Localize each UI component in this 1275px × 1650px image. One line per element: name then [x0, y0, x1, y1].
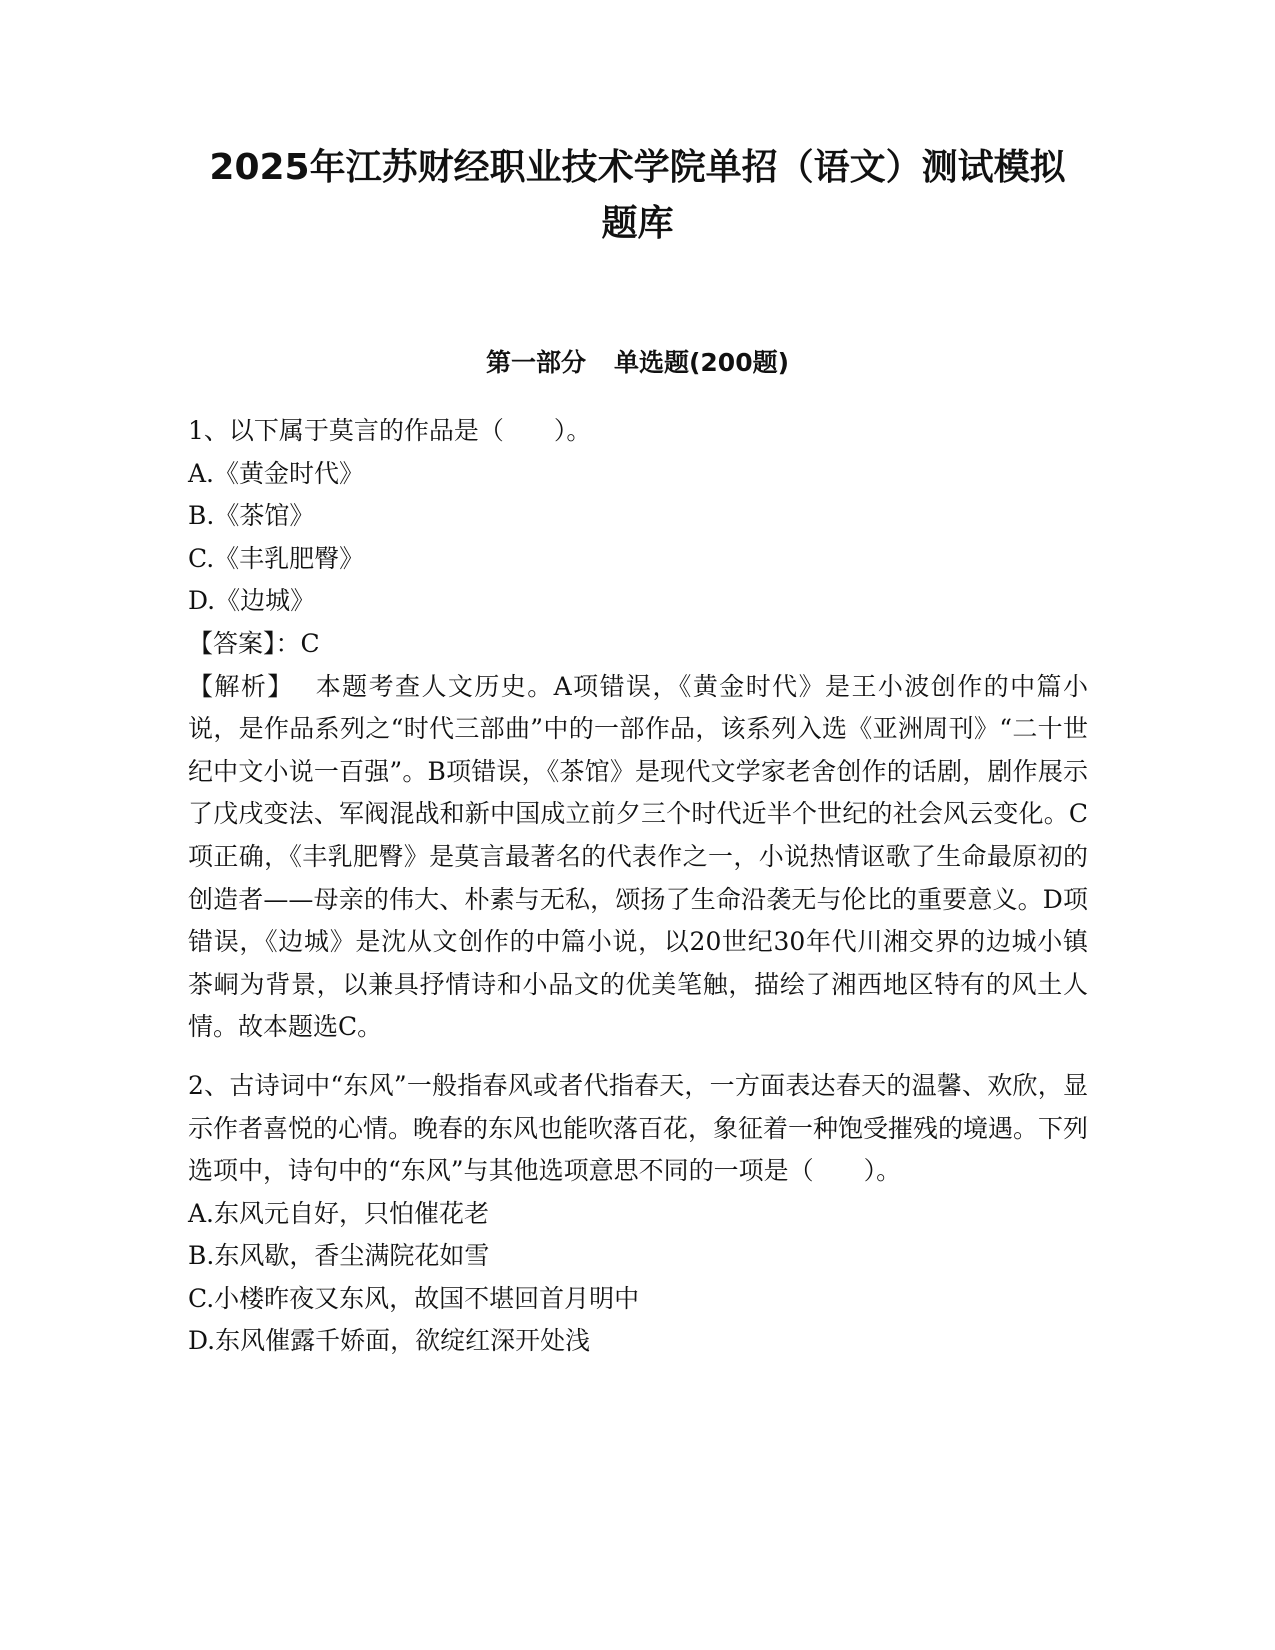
question-2	[188, 1065, 1088, 1363]
section-name: 单选题(200题)	[613, 348, 790, 377]
document-title	[160, 140, 1115, 252]
option-d: D.东风催露千娇面，欲绽红深开处浅	[188, 1326, 591, 1356]
option-a: A.东风元自好，只怕催花老	[188, 1198, 490, 1228]
option-d: D.《边城》	[188, 586, 316, 616]
option-b: B.《茶馆》	[188, 501, 315, 531]
answer: 【答案】：C	[188, 628, 320, 658]
option-c: C.小楼昨夜又东风，故国不堪回首月明中	[188, 1283, 640, 1313]
section-part: 第一部分	[485, 348, 586, 377]
option-a: A.《黄金时代》	[188, 458, 365, 488]
section-heading	[160, 345, 1115, 381]
analysis-text: 本题考查人文历史。A项错误，《黄金时代》是王小波创作的中篇小说，是作品系列之“时代三部曲”中的一部作品，该系列入选《亚洲周刊》“二十世纪中文小说一百强”。B项错误，《茶馆》是现代文学家老舍创作的话剧，剧作展示了戊戌变法、军阀混战和新中国成立前夕三个时代近半个世纪的社会风云变化。C项正确，《丰乳肥臀》是莫言最著名的代表作之一，小说热情讴歌了生命最原初的创造者——母亲的伟大、朴素与无私，颂扬了生命沿袭无与伦比的重要意义。D项错误，《边城》是沈从文创作的中篇小说，以20世纪30年代川湘交界的边城小镇茶峒为背景，以兼具抒情诗和小品文的优美笔触，描绘了湘西地区特有的风土人情。故本题选C。	[188, 671, 1088, 1042]
analysis	[188, 666, 1088, 1049]
question-list	[188, 410, 1088, 1363]
question-1	[188, 410, 1088, 1049]
option-c: C.《丰乳肥臀》	[188, 543, 365, 573]
analysis-label: 【解析】	[188, 671, 294, 701]
question-stem: 2、古诗词中“东风”一般指春风或者代指春天，一方面表达春天的温馨、欢欣，显示作者喜悦的心情。晚春的东风也能吹落百花，象征着一种饱受摧残的境遇。下列选项中，诗句中的“东风”与其他选项意思不同的一项是（ ）。	[188, 1070, 1089, 1186]
option-b: B.东风歇，香尘满院花如雪	[188, 1241, 490, 1271]
document-title-line1: 2025年江苏财经职业技术学院单招（语文）测试模拟	[209, 147, 1066, 188]
document-title-line2: 题库	[601, 203, 674, 244]
question-stem: 1、以下属于莫言的作品是（ ）。	[188, 416, 592, 445]
